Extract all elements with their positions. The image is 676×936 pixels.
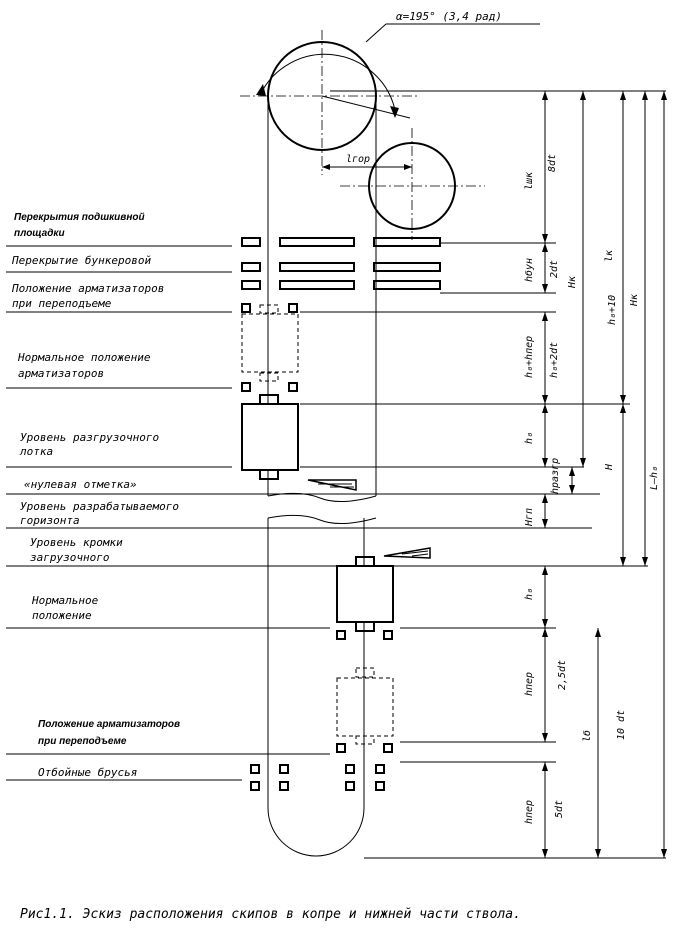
label-armat-low-1: Положение арматизаторов: [38, 719, 181, 730]
arrow: [542, 566, 548, 575]
skip-overwind-cap: [356, 736, 374, 744]
angle-label: α=195° (3,4 рад): [396, 10, 502, 23]
label-podshkiv-2: площадки: [14, 228, 65, 239]
label-norm-low-2: положение: [32, 609, 92, 622]
label-podshkiv-1: Перекрытия подшкивной: [14, 212, 145, 223]
stop: [242, 304, 250, 312]
beam: [374, 238, 440, 246]
sheaves: [240, 30, 485, 240]
buffer: [251, 782, 259, 790]
dim-label-l-b: lб: [582, 729, 593, 742]
buffer: [280, 782, 288, 790]
label-razgr-1: Уровень разгрузочного: [20, 431, 160, 444]
dim-label-h-per2: hпер: [524, 799, 535, 824]
arrow: [542, 284, 548, 293]
skip-overwind-outline: [337, 678, 393, 736]
arrow: [580, 458, 586, 467]
arrow: [542, 628, 548, 637]
dim-label-l-h0: L–h₀: [649, 465, 660, 490]
label-norm-low-1: Нормальное: [32, 594, 99, 607]
angle-pointer: [366, 24, 386, 42]
skip-cap: [260, 395, 278, 404]
dim-label-h0-low: h₀: [524, 587, 535, 600]
break-bottom: [268, 515, 376, 523]
stop: [337, 744, 345, 752]
beam: [280, 238, 354, 246]
dim-label-l-shk: lшк: [524, 171, 535, 190]
skip-cap: [356, 622, 374, 631]
skip-cap: [260, 470, 278, 479]
stop: [337, 631, 345, 639]
buffer: [376, 765, 384, 773]
arrow: [542, 762, 548, 771]
l-gor-arrow-left: [322, 164, 330, 170]
right-extension-lines: [300, 91, 666, 858]
radius-line: [322, 96, 410, 118]
dim-label-h-k2: Hк: [629, 293, 640, 306]
lower-skip: [337, 548, 430, 752]
stop: [289, 383, 297, 391]
dim-label-10dt: 10 dt: [616, 709, 627, 740]
skip-body: [242, 404, 298, 470]
beam: [374, 263, 440, 271]
skip-body: [337, 566, 393, 622]
skip-cap: [356, 557, 374, 566]
arrow: [620, 404, 626, 413]
skip-overwind-cap: [260, 305, 278, 313]
stop: [384, 631, 392, 639]
break-top: [268, 493, 376, 501]
arrow: [580, 91, 586, 100]
arrow: [542, 494, 548, 503]
dim-label-l-k: lк: [604, 249, 615, 262]
stop: [242, 383, 250, 391]
left-leaders: [6, 246, 648, 780]
label-normal-1: Нормальное положение: [18, 351, 151, 364]
beam: [280, 281, 354, 289]
arrow: [642, 91, 648, 100]
arrow: [569, 485, 575, 494]
arrow: [595, 628, 601, 637]
arrow: [620, 91, 626, 100]
dim-label-h0: h₀: [524, 431, 535, 444]
buffer: [376, 782, 384, 790]
arrow: [542, 395, 548, 404]
buffer: [346, 765, 354, 773]
dimension-labels: [523, 154, 660, 824]
skip-overwind-outline: [242, 314, 298, 372]
label-razrab-1: Уровень разрабатываемого: [20, 500, 179, 513]
dimension-lines: [545, 91, 664, 858]
l-gor-arrow-right: [404, 164, 412, 170]
beam: [374, 281, 440, 289]
arrow: [595, 849, 601, 858]
buffer: [346, 782, 354, 790]
dim-label-h-razgr: hразгр: [550, 457, 561, 494]
upper-skip: [242, 304, 356, 490]
label-zero: «нулевая отметка»: [24, 478, 137, 491]
unload-chute: [308, 480, 356, 490]
arrow: [542, 234, 548, 243]
arrow: [620, 557, 626, 566]
label-armat-low-2: при переподъеме: [38, 736, 127, 747]
label-razgr-2: лотка: [20, 445, 54, 458]
l-gor-label: lгор: [346, 154, 371, 165]
label-armat-1: Положение арматизаторов: [12, 282, 165, 295]
arrow: [661, 849, 667, 858]
arrow: [542, 312, 548, 321]
arrow: [642, 557, 648, 566]
arrow: [542, 91, 548, 100]
dim-label-2dt: 2dt: [549, 259, 560, 278]
arc-arrow-left: [256, 84, 266, 96]
skip-overwind-cap: [260, 373, 278, 381]
arrow: [542, 519, 548, 528]
label-armat-2: при переподъеме: [12, 297, 112, 310]
label-otboi: Отбойные брусья: [38, 766, 138, 779]
arrow: [620, 395, 626, 404]
wrap-angle-annotation: [256, 10, 540, 118]
beam: [242, 238, 260, 246]
dim-label-h0-10: h₀+10: [607, 294, 618, 325]
buffer: [280, 765, 288, 773]
dim-label-8dt: 8dt: [547, 153, 558, 172]
arrow: [542, 243, 548, 252]
shaft-sump: [268, 808, 364, 856]
label-bunker: Перекрытие бункеровой: [12, 254, 152, 267]
platform-beams: [242, 238, 440, 289]
dim-label-h0-2dt: h₀+2dt: [549, 341, 560, 378]
shaft: [268, 96, 376, 856]
dim-label-h-per: hпер: [524, 671, 535, 696]
dim-label-5dt: 5dt: [554, 799, 565, 818]
beam: [242, 263, 260, 271]
beam: [242, 281, 260, 289]
arrow: [542, 404, 548, 413]
label-kromki-2: загрузочного: [30, 551, 110, 564]
label-kromki-1: Уровень кромки: [30, 536, 123, 549]
label-razrab-2: горизонта: [20, 514, 80, 527]
dim-label-h-gp: Hгп: [524, 507, 535, 526]
arrow: [542, 458, 548, 467]
buffer: [251, 765, 259, 773]
arrow: [569, 467, 575, 476]
arrow: [661, 91, 667, 100]
dim-label-2-5dt: 2,5dt: [557, 659, 568, 690]
beam: [280, 263, 354, 271]
stop: [289, 304, 297, 312]
dim-label-h-bun: hбун: [524, 257, 535, 282]
left-labels: [11, 212, 180, 779]
stop: [384, 744, 392, 752]
dim-label-h-k: Hк: [567, 275, 578, 288]
arrow: [542, 619, 548, 628]
label-normal-2: арматизаторов: [18, 367, 105, 380]
skip-overwind-cap: [356, 668, 374, 677]
arrow: [542, 849, 548, 858]
arc-arrow-right: [390, 106, 399, 118]
figure-caption: Рис1.1. Эскиз расположения скипов в копре и нижней части ствола.: [20, 907, 521, 922]
dim-label-h0-hper: h₀+hпер: [524, 335, 535, 378]
dim-label-H: H: [604, 463, 615, 470]
arrow: [542, 733, 548, 742]
